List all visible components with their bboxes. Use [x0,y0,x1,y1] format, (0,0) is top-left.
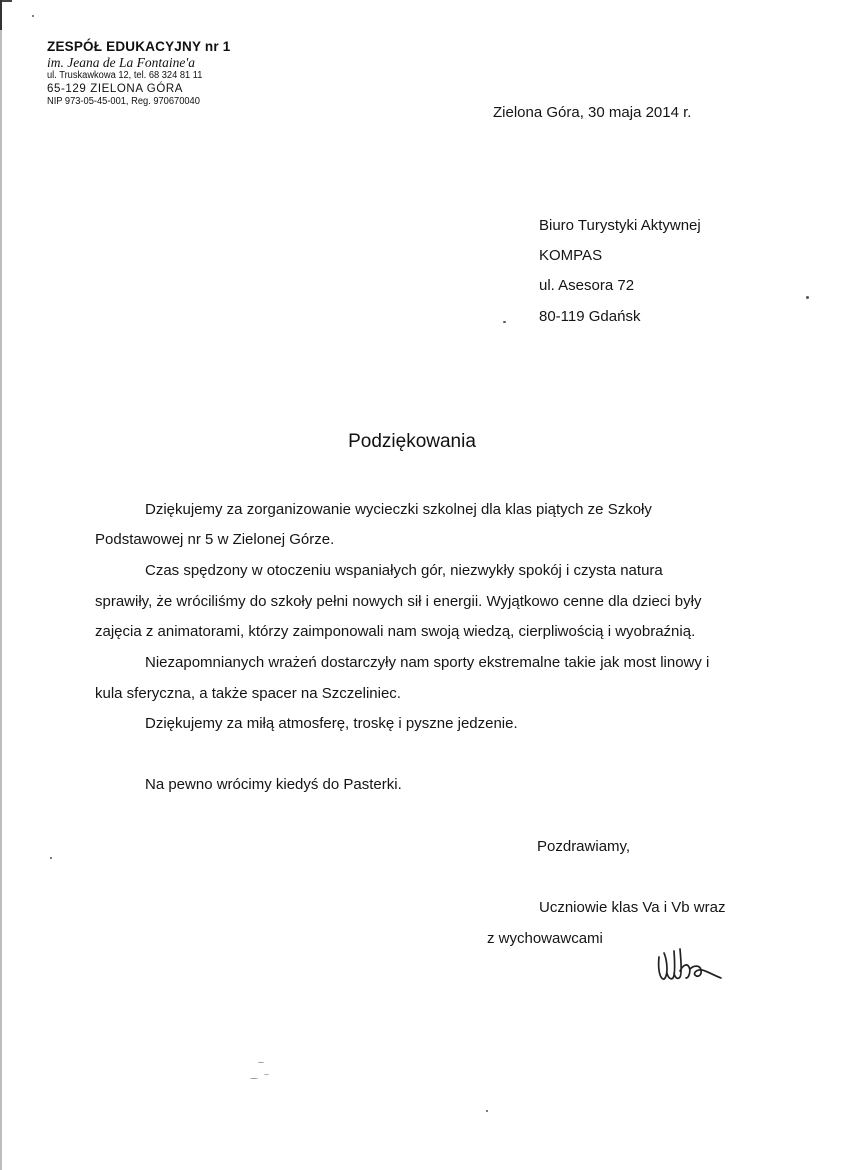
stamp-ids: NIP 973-05-45-001, Reg. 970670040 [47,96,200,107]
greeting: Pozdrawiamy, [537,838,631,855]
letter-title: Podziękowania [348,431,476,452]
recipient-line: KOMPAS [539,247,603,264]
scan-edge-left [0,0,2,1170]
signoff-line: Uczniowie klas Va i Vb wraz [539,899,726,916]
scan-speck [503,321,506,323]
paragraph-line: Czas spędzony w otoczeniu wspaniałych gór, niezwykły spokój i czysta natura [145,562,663,579]
stamp-city: 65-129 ZIELONA GÓRA [47,83,184,95]
signoff-line: z wychowawcami [487,930,603,947]
recipient-line: ul. Asesora 72 [539,277,635,294]
scan-speck [250,1078,258,1079]
recipient-line: Biuro Turystyki Aktywnej [539,217,701,234]
school-stamp [47,40,230,109]
paragraph-line: Dziękujemy za zorganizowanie wycieczki szkolnej dla klas piątych ze Szkoły [145,501,652,518]
paragraph-line: Dziękujemy za miłą atmosferę, troskę i pyszne jedzenie. [145,715,518,732]
paragraph-line: sprawiły, że wróciliśmy do szkoły pełni nowych sił i energii. Wyjątkowo cenne dla dzieci były [95,593,702,610]
stamp-school-name: ZESPÓŁ EDUKACYJNY nr 1 [47,39,231,54]
scan-speck [264,1074,269,1075]
scan-speck [32,15,34,17]
closing-note: Na pewno wrócimy kiedyś do Pasterki. [145,776,402,793]
stamp-patron: im. Jeana de La Fontaine'a [47,55,195,70]
paragraph-line: kula sferyczna, a także spacer na Szczeliniec. [95,685,401,702]
scan-edge-corner [0,0,2,30]
recipient-line: 80-119 Gdańsk [539,308,641,325]
paragraph-line: zajęcia z animatorami, którzy zaimponowali nam swoją wiedzą, cierpliwością i wyobraźnią. [95,623,696,640]
handwritten-signature-icon [655,945,725,990]
stamp-address: ul. Truskawkowa 12, tel. 68 324 81 11 [47,70,203,81]
scan-speck [50,857,52,859]
scan-speck [806,296,809,299]
scan-speck [258,1062,264,1063]
paragraph-line: Niezapomnianych wrażeń dostarczyły nam sporty ekstremalne takie jak most linowy i [145,654,710,671]
scan-speck [486,1110,488,1112]
paragraph-line: Podstawowej nr 5 w Zielonej Górze. [95,531,335,548]
letter-date: Zielona Góra, 30 maja 2014 r. [493,104,692,121]
